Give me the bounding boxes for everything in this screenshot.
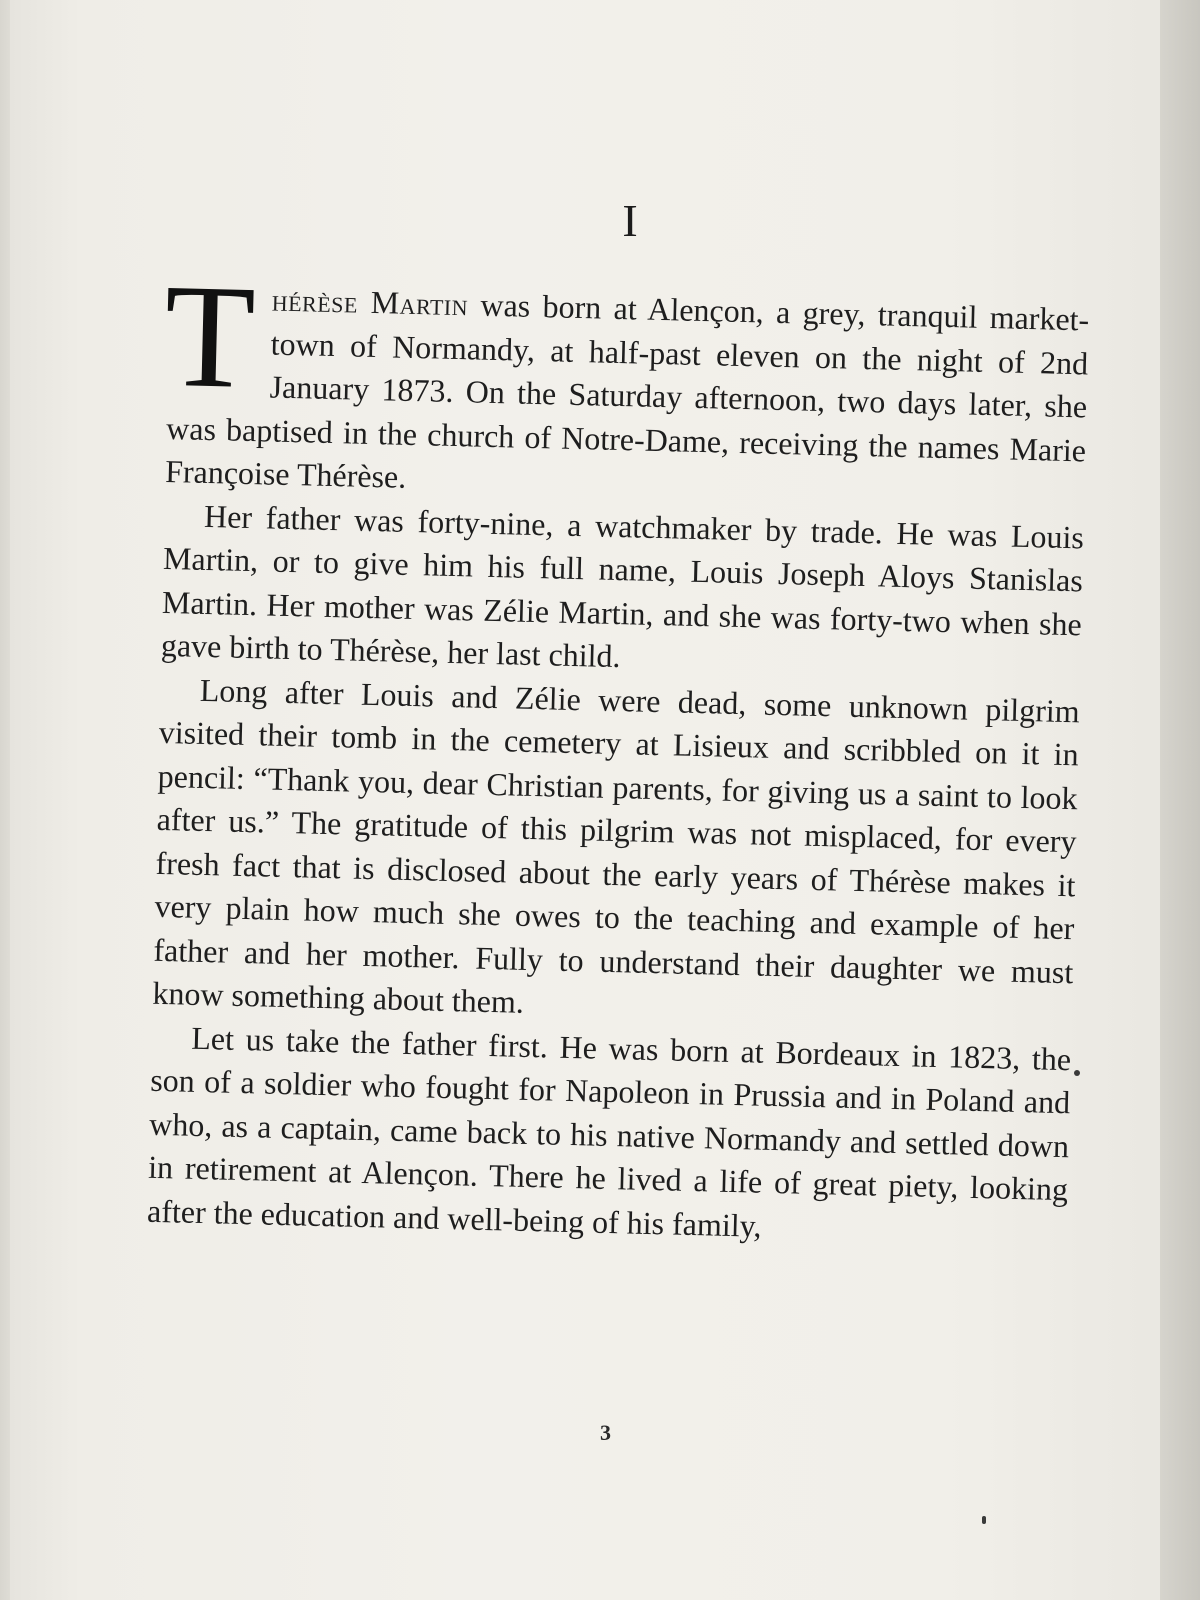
- paragraph-3: Long after Louis and Zélie were dead, some unknown pilgrim visited their tomb in the cemetery at Lisieux and scribbled on it in pencil: “Thank you, dear Christian parents, for giving us a saint to look after us.” The gratitude of this pilgrim was not misplaced, for every fresh fact that is disclosed about the early years of Thérèse makes it very plain how much she owes to the teaching and example of her father and her mother. Fully to understand their daughter we must know something about them.: [152, 671, 1081, 1020]
- page-number: 3: [600, 1420, 611, 1445]
- page-edge-shadow: [1160, 0, 1200, 1600]
- opening-small-caps: hérèse Martin: [271, 281, 469, 323]
- chapter-number: I: [622, 195, 638, 246]
- paragraph-4: Let us take the father first. He was born at Bordeaux in 1823, the son of a soldier who fought for Napoleon in Prussia and in Poland and who, as a captain, came back to his native Normandy and settled down in retirement at Alençon. There he lived a life of great piety, looking after the education and well-being of his family,: [146, 1019, 1072, 1244]
- paragraph-2: Her father was forty-nine, a watchmaker by trade. He was Louis Martin, or to give him his full name, Louis Joseph Aloys Stanislas Martin. Her mother was Zélie Martin, and she was forty-two when she gave birth to Thérèse, her last child.: [160, 497, 1085, 675]
- paper-speck: [1074, 1070, 1080, 1076]
- paper-speck: [982, 1516, 986, 1524]
- body-text: [146, 253, 1090, 1255]
- paragraph-1-body: was born at Alençon, a grey, tranquil market-town of Normandy, at half-past eleven on the night of 2nd January 1873. On the Saturday afternoon, two days later, she was baptised in the church of Notre-Dame, receiving the names Marie Françoise Thérèse.: [164, 286, 1090, 495]
- drop-cap: T: [162, 253, 257, 421]
- paragraph-1: [162, 253, 1090, 516]
- book-page: [10, 0, 1180, 1600]
